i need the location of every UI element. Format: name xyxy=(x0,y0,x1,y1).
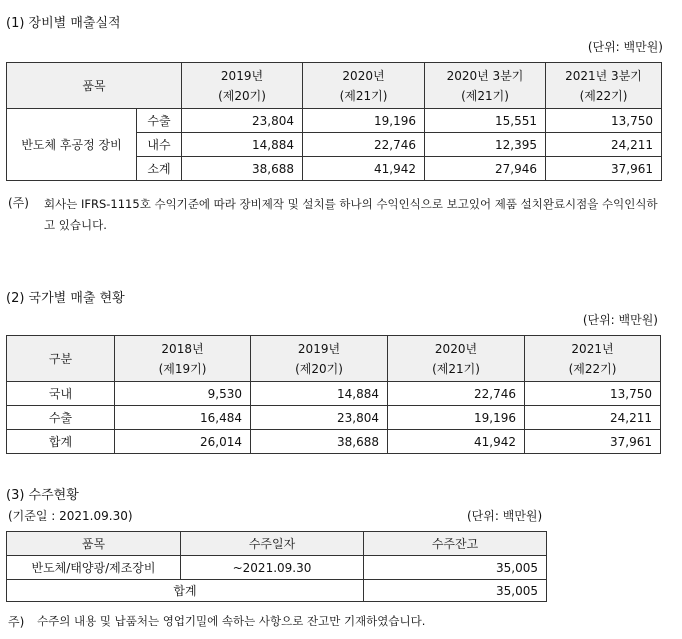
table-row xyxy=(7,109,662,133)
base-date: (기준일 : 2021.09.30) xyxy=(8,509,133,523)
cell: 19,196 xyxy=(303,109,425,133)
cell: 15,551 xyxy=(425,109,546,133)
header-item: 품목 xyxy=(7,63,182,109)
header-order-date: 수주일자 xyxy=(181,532,364,556)
header-2020-q3: 2020년 3분기 (제21기) xyxy=(425,63,546,109)
cell: 14,884 xyxy=(251,382,388,406)
section3-note: 수주의 내용 및 납품처는 영업기밀에 속하는 사항으로 잔고만 기재하였습니다. xyxy=(37,614,426,628)
section3-unit: (단위: 백만원) xyxy=(467,509,543,523)
cell: 23,804 xyxy=(251,406,388,430)
cell: 24,211 xyxy=(525,406,661,430)
header-category: 구분 xyxy=(7,336,115,382)
table-row xyxy=(7,382,661,406)
note-mark: (주) xyxy=(8,196,29,210)
cell: 14,884 xyxy=(182,133,303,157)
country-sales-table xyxy=(6,335,661,454)
equipment-sales-table xyxy=(6,62,662,181)
date-cell: ~2021.09.30 xyxy=(181,556,364,580)
cell: 16,484 xyxy=(115,406,251,430)
cell: 22,746 xyxy=(303,133,425,157)
row-label: 수출 xyxy=(137,109,182,133)
section3-title: (3) 수주현황 xyxy=(6,488,79,503)
cell: 12,395 xyxy=(425,133,546,157)
cell: 19,196 xyxy=(388,406,525,430)
cell: 38,688 xyxy=(182,157,303,181)
section1-note xyxy=(44,194,676,236)
row-label: 소계 xyxy=(137,157,182,181)
group-label: 반도체 후공정 장비 xyxy=(7,109,137,181)
cell: 9,530 xyxy=(115,382,251,406)
cell: 41,942 xyxy=(303,157,425,181)
section1-title: (1) 장비별 매출실적 xyxy=(6,16,121,31)
header-order-balance: 수주잔고 xyxy=(364,532,547,556)
header-2020: 2020년 (제21기) xyxy=(388,336,525,382)
header-2020: 2020년 (제21기) xyxy=(303,63,425,109)
total-label: 합계 xyxy=(7,580,364,602)
cell: 23,804 xyxy=(182,109,303,133)
table-row xyxy=(7,406,661,430)
header-2018: 2018년 (제19기) xyxy=(115,336,251,382)
cell: 27,946 xyxy=(425,157,546,181)
header-2021-q3: 2021년 3분기 (제22기) xyxy=(546,63,662,109)
table-row xyxy=(7,430,661,454)
item-cell: 반도체/태양광/제조장비 xyxy=(7,556,181,580)
header-2019: 2019년 (제20기) xyxy=(182,63,303,109)
row-label: 수출 xyxy=(7,406,115,430)
note-mark: 주) xyxy=(8,615,25,629)
cell: 13,750 xyxy=(546,109,662,133)
section2-unit: (단위: 백만원) xyxy=(582,313,658,327)
row-label: 국내 xyxy=(7,382,115,406)
cell: 24,211 xyxy=(546,133,662,157)
row-label: 합계 xyxy=(7,430,115,454)
note-line: 고 있습니다. xyxy=(44,218,107,232)
total-value: 35,005 xyxy=(364,580,547,602)
cell: 38,688 xyxy=(251,430,388,454)
section1-unit: (단위: 백만원) xyxy=(587,40,663,54)
row-label: 내수 xyxy=(137,133,182,157)
total-row xyxy=(7,580,547,602)
cell: 13,750 xyxy=(525,382,661,406)
header-item: 품목 xyxy=(7,532,181,556)
note-line: 회사는 IFRS-1115호 수익기준에 따라 장비제작 및 설치를 하나의 수익인식으로 보고있어 제품 설치완료시점을 수익인식하 xyxy=(44,197,658,211)
cell: 37,961 xyxy=(546,157,662,181)
section2-title: (2) 국가별 매출 현황 xyxy=(6,291,125,306)
cell: 41,942 xyxy=(388,430,525,454)
header-2019: 2019년 (제20기) xyxy=(251,336,388,382)
header-2021: 2021년 (제22기) xyxy=(525,336,661,382)
table-row xyxy=(7,556,547,580)
cell: 26,014 xyxy=(115,430,251,454)
cell: 22,746 xyxy=(388,382,525,406)
balance-cell: 35,005 xyxy=(364,556,547,580)
orders-table xyxy=(6,531,547,602)
cell: 37,961 xyxy=(525,430,661,454)
